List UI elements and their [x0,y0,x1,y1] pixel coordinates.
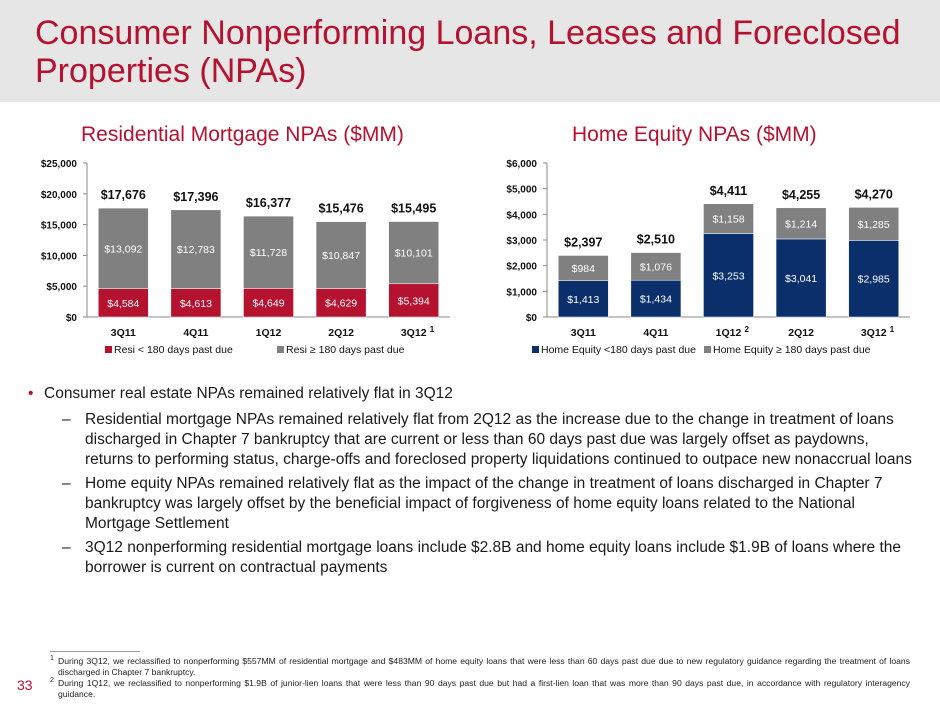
data-label: $1,076 [639,261,672,274]
data-label: $10,101 [394,247,433,260]
dash-marker: – [62,411,71,428]
legend-swatch [704,346,711,353]
data-label: $1,214 [785,218,818,231]
residential-mortgage-npa-chart [20,150,460,370]
y-tick-label: $25,000 [40,159,77,170]
y-tick-label: $6,000 [506,159,537,170]
data-label: $1,285 [857,218,890,231]
total-label: $4,411 [709,183,748,198]
footnote-divider [50,651,140,652]
data-label: $4,629 [325,297,358,310]
footnote-mark: 2 [50,677,54,684]
sub-bullet-text: Home equity NPAs remained relatively flat as the impact of the change in treatment of loans discharged in Chapter 7 bankruptcy was largely offset by the beneficial impact of forgiveness of home equity loans related to the National Mortgage Settlement [85,475,883,532]
x-tick-label: 3Q11 [570,327,596,339]
y-tick-label: $20,000 [40,189,77,201]
y-tick-label: $2,000 [506,261,537,273]
dash-marker: – [62,475,71,492]
x-tick-label: 2Q12 [788,327,814,339]
x-tick-label: 3Q11 [110,327,136,339]
data-label: $4,649 [252,297,285,310]
legend-label: Home Equity ≥ 180 days past due [713,344,871,356]
legend-label: Resi < 180 days past due [114,344,233,356]
x-tick-superscript: 1 [889,325,895,334]
chart-title-residential: Residential Mortgage NPAs ($MM) [81,123,404,146]
data-label: $12,783 [176,244,215,257]
main-bullet [28,384,913,404]
data-label: $3,041 [785,272,818,285]
sub-bullet-text: Residential mortgage NPAs remained relatively flat from 2Q12 as the increase due to the change in treatment of loans discharged in Chapter 7 bankruptcy that are current or less than 60 days past due was largely offset as paydowns, returns to performing status, charge-offs and foreclosed property liquidations continued to outpace new nonaccrual loans [85,411,912,468]
sub-bullet [28,474,913,534]
page-title: Consumer Nonperforming Loans, Leases and Foreclosed Properties (NPAs) [35,14,901,90]
footnotes [50,656,910,700]
x-tick-superscript: 1 [429,325,435,334]
y-tick-label: $5,000 [506,184,537,196]
data-label: $1,158 [712,213,745,226]
chart-title-home-equity: Home Equity NPAs ($MM) [572,123,817,146]
footnote-mark: 1 [50,655,54,662]
total-label: $4,255 [781,187,821,202]
legend-swatch [532,346,539,353]
total-label: $2,397 [564,235,603,250]
y-tick-label: $0 [525,313,537,324]
main-bullet-text: Consumer real estate NPAs remained relatively flat in 3Q12 [44,385,453,402]
total-label: $15,495 [391,201,437,216]
data-label: $4,584 [107,297,140,310]
x-tick-label: 3Q12 [860,327,887,339]
x-tick-label: 2Q12 [328,327,354,339]
data-label: $5,394 [397,295,430,308]
data-label: $1,434 [639,293,672,306]
y-tick-label: $15,000 [40,220,77,232]
x-tick-label: 3Q12 [400,327,427,339]
sub-bullet-text: 3Q12 nonperforming residential mortgage loans include $2.8B and home equity loans include $1.9B of loans where the borrower is current on contractual payments [85,539,901,576]
data-label: $3,253 [712,270,745,283]
y-tick-label: $5,000 [46,282,77,294]
x-tick-label: 1Q12 [255,327,282,339]
y-tick-label: $4,000 [506,210,537,222]
y-tick-label: $3,000 [506,236,537,247]
total-label: $16,377 [245,196,292,211]
footnote [50,678,910,700]
data-label: $984 [571,263,595,276]
commentary [28,384,913,582]
data-label: $4,613 [179,297,212,310]
y-tick-label: $0 [65,313,77,324]
home-equity-npa-chart [480,150,920,370]
footnote [50,656,910,678]
legend-label: Home Equity <180 days past due [541,344,696,356]
data-label: $13,092 [104,243,143,256]
total-label: $4,270 [854,187,893,202]
data-label: $11,728 [249,247,288,260]
x-tick-label: 4Q11 [643,327,669,339]
page-number: 33 [17,677,33,693]
legend-swatch [277,346,284,353]
y-tick-label: $1,000 [506,287,537,299]
x-tick-label: 1Q12 [715,327,742,339]
total-label: $17,396 [173,189,219,204]
total-label: $15,476 [318,201,364,216]
dash-marker: – [62,539,71,556]
x-tick-superscript: 2 [744,325,749,334]
bullet-marker: • [28,385,34,402]
footnote-text: During 1Q12, we reclassified to nonperforming $1.9B of junior-lien loans that were less than 90 days past due but had a first-lien loan that was more than 90 days past due, in accordance with regulatory interagency guidance. [58,678,910,699]
data-label: $1,413 [567,293,600,306]
legend-label: Resi ≥ 180 days past due [286,344,405,356]
total-label: $2,510 [636,232,676,247]
data-label: $10,847 [322,250,361,263]
y-tick-label: $10,000 [40,251,77,263]
data-label: $2,985 [857,273,890,286]
footnote-text: During 3Q12, we reclassified to nonperforming $557MM of residential mortgage and $483MM of home equity loans that were less than 60 days past due due to new regulatory guidance regarding the treatment of loans discharged in Chapter 7 bankruptcy. [58,656,910,677]
sub-bullet [28,538,913,578]
total-label: $17,676 [100,188,146,203]
sub-bullet [28,410,913,470]
x-tick-label: 4Q11 [183,327,209,339]
legend-swatch [105,346,112,353]
